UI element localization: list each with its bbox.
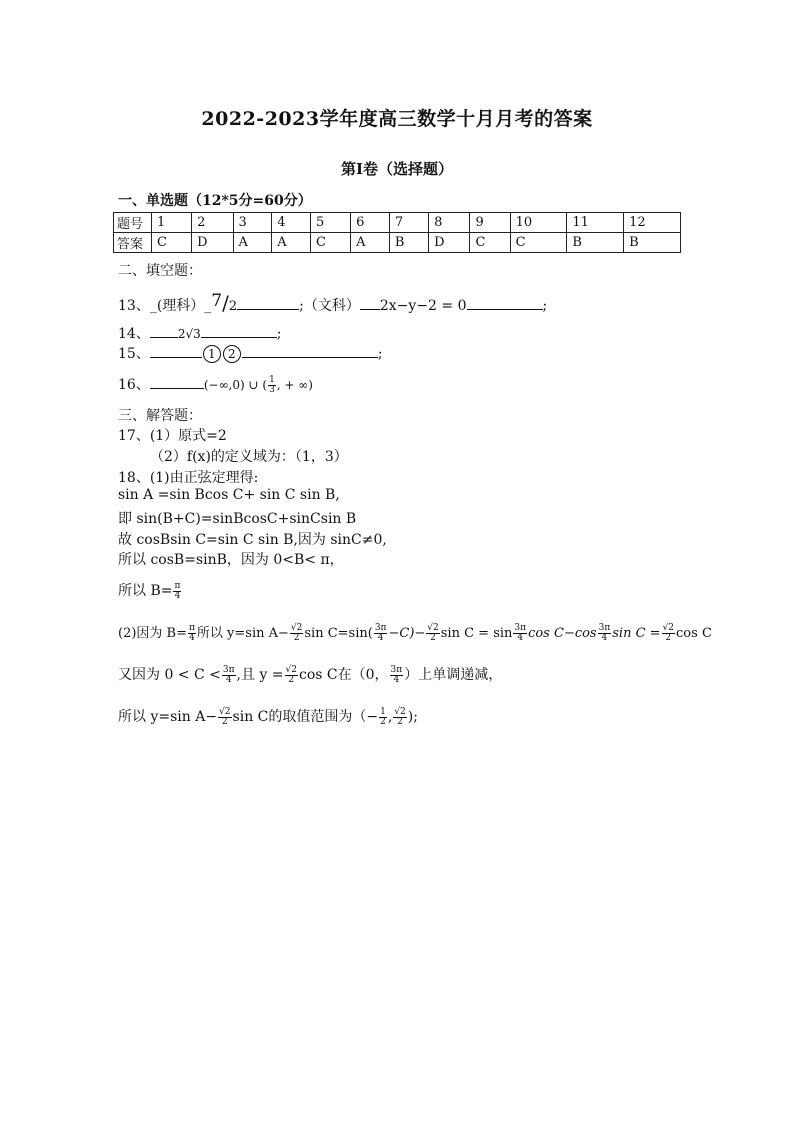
- fraction-denominator: 2: [221, 716, 228, 727]
- table-cell: C: [152, 233, 192, 253]
- fraction-numerator: √2: [427, 623, 439, 633]
- text: (2)因为 B=: [118, 626, 187, 641]
- table-cell: C: [510, 233, 567, 253]
- table-cell: D: [192, 233, 233, 253]
- fraction-numerator: 1: [380, 706, 386, 717]
- text: ,且 y =: [236, 667, 284, 683]
- fraction-denominator: 2: [288, 674, 295, 685]
- blank-line: [242, 342, 378, 358]
- question-number: 14、: [118, 326, 150, 342]
- table-cell: 9: [470, 213, 510, 233]
- table-cell: 10: [510, 213, 567, 233]
- text: sin C = sin: [440, 626, 513, 641]
- text: cos C: [676, 626, 712, 641]
- fraction-numerator: √2: [285, 664, 298, 675]
- fraction-numerator: 7: [211, 291, 223, 311]
- answer-18-range: [118, 706, 418, 727]
- table-cell: A: [272, 233, 311, 253]
- fraction-denominator: 2: [430, 633, 436, 643]
- text: 所以 B=: [118, 583, 173, 599]
- fill-blank-heading: 二、填空题：: [118, 263, 202, 279]
- circled-number: 1: [203, 345, 221, 363]
- table-cell: A: [351, 233, 390, 253]
- blank-line: [467, 294, 543, 310]
- blank-line: [237, 294, 299, 310]
- fraction-denominator: 2: [228, 299, 238, 314]
- answer-17-part2: （2）f(x)的定义域为：（1，3）: [150, 449, 348, 465]
- solution-heading: 三、解答题：: [118, 408, 202, 424]
- answer-value: 2√3: [177, 327, 201, 341]
- fraction-numerator: 3π: [374, 623, 387, 633]
- answer-13: 13、_(理科）_7/2 ;（文科） 2x−y−2 = 0 ;: [118, 291, 548, 315]
- question-number: 15、: [118, 346, 150, 362]
- answer-16: [118, 373, 313, 395]
- table-cell: C: [311, 233, 351, 253]
- fraction-denominator: 4: [517, 633, 524, 643]
- fraction-denominator: 2: [665, 633, 672, 643]
- table-cell: B: [624, 233, 681, 253]
- text: 又因为 0 < C <: [118, 667, 221, 683]
- fraction-denominator: 3: [269, 384, 275, 395]
- table-cell: D: [429, 233, 470, 253]
- fraction-numerator: 3π: [514, 623, 527, 633]
- page-title: 2022-2023学年度高三数学十月月考的答案: [201, 108, 593, 130]
- question-number: 16、: [118, 377, 150, 393]
- blank-line: [150, 342, 202, 358]
- answer-value: (−∞,0) ∪ (: [203, 378, 268, 392]
- fraction-numerator: π: [189, 623, 195, 633]
- text: ,: [387, 709, 393, 725]
- table-cell: 4: [272, 213, 311, 233]
- text: sin C=sin(: [304, 626, 373, 641]
- arts-label: ;（文科）: [299, 298, 360, 314]
- answer-table: [113, 212, 681, 253]
- table-cell: 12: [624, 213, 681, 233]
- answer-18-result: [118, 580, 182, 601]
- answer-18-line: 即 sin(B+C)=sinBcosC+sinCsin B: [118, 511, 357, 527]
- table-row-answers: [114, 233, 681, 253]
- table-header-cell: 答案: [114, 233, 152, 253]
- answer-17-part1: 17、(1）原式=2: [118, 428, 227, 444]
- table-cell: A: [233, 233, 272, 253]
- fraction-denominator: 4: [377, 633, 384, 643]
- fraction-numerator: 3π: [390, 664, 403, 675]
- text: cos C在（0，: [299, 667, 389, 683]
- table-cell: B: [567, 233, 624, 253]
- table-cell: 1: [152, 213, 192, 233]
- answer-18-line: 所以 cosB=sinB，因为 0<B< π，: [118, 552, 344, 568]
- blank-line: [360, 294, 380, 310]
- circled-number: 2: [223, 345, 241, 363]
- answer-15: [118, 342, 383, 363]
- fraction-denominator: 2: [397, 716, 403, 727]
- text: sin C =: [612, 626, 661, 641]
- answer-18-line: 故 cosBsin C=sin C sin B,因为 sinC≠0,: [118, 532, 387, 548]
- fraction-denominator: 4: [174, 590, 181, 601]
- fraction-numerator: √2: [394, 706, 406, 717]
- answer-value: , + ∞): [276, 378, 313, 392]
- table-cell: 7: [389, 213, 428, 233]
- table-header-cell: 题号: [114, 213, 152, 233]
- fraction-numerator: 1: [269, 374, 275, 385]
- fraction-denominator: 2: [293, 633, 300, 643]
- fraction-numerator: √2: [290, 623, 303, 633]
- fraction-numerator: √2: [219, 706, 231, 717]
- fraction-numerator: π: [174, 580, 181, 591]
- question-number: 13、: [118, 298, 150, 314]
- table-cell: 6: [351, 213, 390, 233]
- text: cos C−cos: [528, 626, 597, 641]
- answer-18-line: sin A =sin Bcos C+ sin C sin B,: [118, 487, 340, 503]
- fraction-numerator: 3π: [222, 664, 235, 675]
- table-cell: C: [470, 233, 510, 253]
- fraction-denominator: 4: [393, 674, 400, 685]
- answer-14: [118, 322, 281, 343]
- answer-18-monotonic: [118, 664, 502, 685]
- punctuation: ;: [377, 346, 383, 362]
- text: 所以 y=sin A−: [118, 709, 218, 725]
- table-cell: 11: [567, 213, 624, 233]
- fraction-numerator: √2: [662, 623, 675, 633]
- blank-line: [150, 322, 178, 338]
- table-row-numbers: [114, 213, 681, 233]
- text: 所以 y=sin A−: [196, 626, 289, 641]
- single-choice-heading: 一、单选题（12*5分=60分）: [118, 193, 312, 209]
- text: );: [407, 709, 418, 725]
- text: −C)−: [388, 626, 426, 641]
- text: sin C的取值范围为（−: [232, 709, 379, 725]
- fraction-denominator: 4: [225, 674, 232, 685]
- blank-line: [150, 373, 204, 389]
- answer-18-line: 18、(1)由正弦定理得:: [118, 470, 259, 486]
- science-label: _(理科）_: [149, 298, 212, 314]
- table-cell: 2: [192, 213, 233, 233]
- fraction-numerator: 3π: [598, 623, 611, 633]
- fraction-denominator: 4: [189, 633, 195, 643]
- table-cell: 8: [429, 213, 470, 233]
- arts-answer: 2x−y−2 = 0: [379, 298, 467, 314]
- blank-line: [201, 322, 277, 338]
- fraction-denominator: 4: [601, 633, 608, 643]
- punctuation: ;: [276, 326, 282, 342]
- table-cell: 5: [311, 213, 351, 233]
- answer-18-part2: [118, 622, 712, 643]
- table-cell: 3: [233, 213, 272, 233]
- section-title: 第I卷（选择题）: [340, 160, 454, 178]
- table-cell: B: [389, 233, 428, 253]
- fraction-denominator: 2: [380, 716, 386, 727]
- text: ）上单调递减，: [404, 667, 503, 683]
- punctuation: ;: [542, 298, 548, 314]
